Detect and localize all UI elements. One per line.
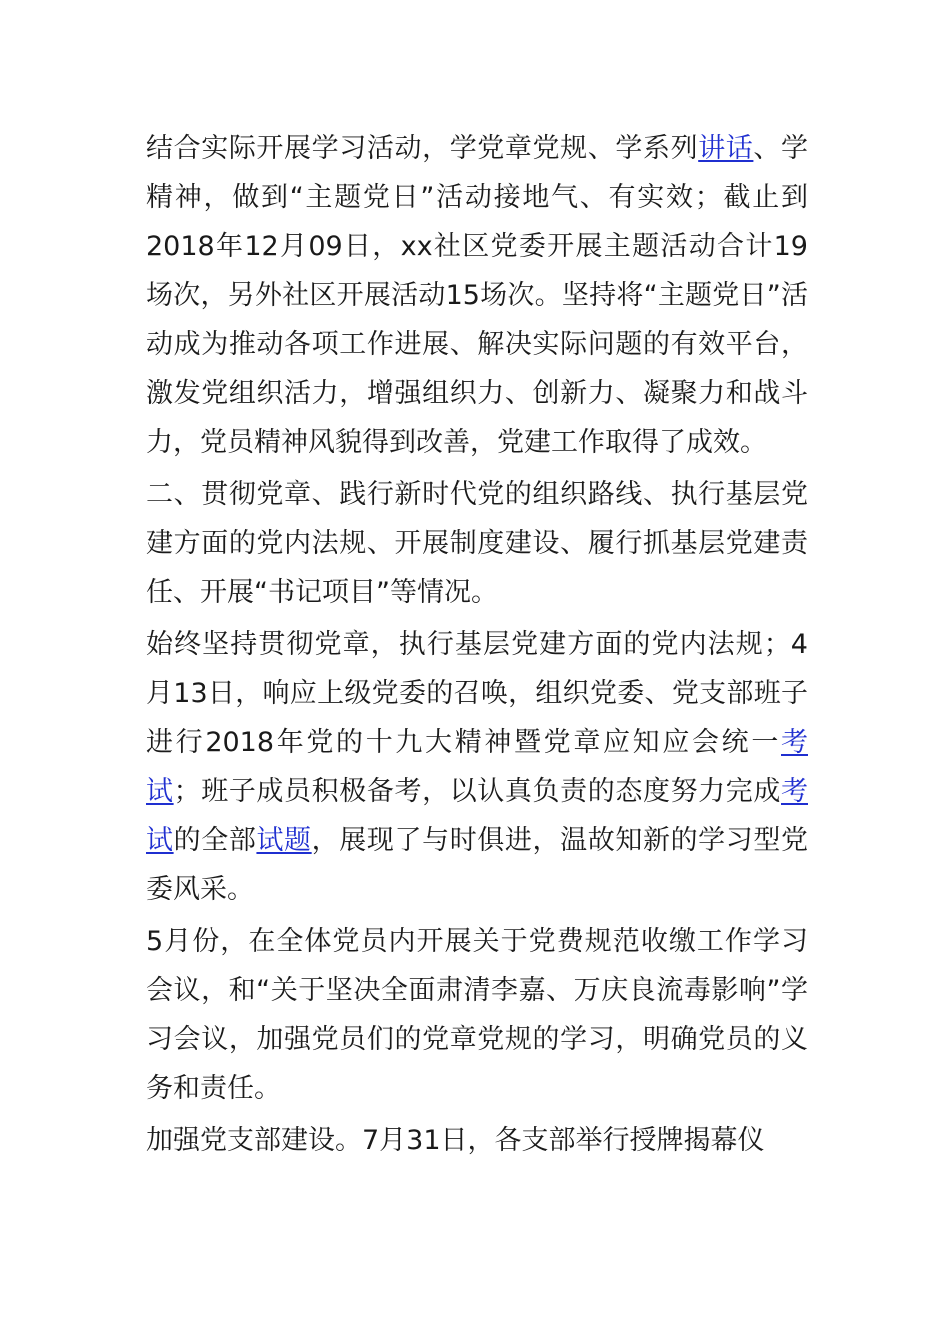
paragraph-text: 始终坚持贯彻党章，执行基层党建方面的党内法规；4月13日，响应上级党委的召唤，组织党委、党支部班子进行2018年党的十九大精神暨党章应知应会统一 bbox=[146, 629, 808, 758]
paragraph-text: 结合实际开展学习活动，学党章党规、学系列 bbox=[146, 133, 699, 164]
paragraph-party-constitution bbox=[146, 620, 808, 914]
link-speech[interactable]: 讲话 bbox=[698, 133, 754, 164]
section-heading-2: 二、贯彻党章、践行新时代党的组织路线、执行基层党建方面的党内法规、开展制度建设、履行抓基层党建责任、开展“书记项目”等情况。 bbox=[146, 479, 808, 608]
link-exam[interactable]: 考试 bbox=[146, 727, 808, 807]
paragraph-may-meetings: 5月份，在全体党员内开展关于党费规范收缴工作学习会议，和“关于坚决全面肃清李嘉、万庆良流毒影响”学习会议，加强党员们的党章党规的学习，明确党员的义务和责任。 bbox=[146, 926, 808, 1104]
document-body bbox=[146, 124, 808, 1165]
link-exam-2[interactable]: 考试 bbox=[146, 776, 808, 856]
paragraph-activities bbox=[146, 124, 808, 467]
paragraph-text: 的全部 bbox=[173, 825, 257, 856]
paragraph-branch-building: 加强党支部建设。7月31日，各支部举行授牌揭幕仪 bbox=[146, 1125, 765, 1156]
link-exam-questions[interactable]: 试题 bbox=[256, 825, 312, 856]
paragraph-text: 、学精神，做到“主题党日”活动接地气、有实效；截止到2018年12月09日，xx社区党委开展主题活动合计19场次，另外社区开展活动15场次。坚持将“主题党日”活动成为推动各项工作进展、解决实际问题的有效平台，激发党组织活力，增强组织力、创新力、凝聚力和战斗力，党员精神风貌得到改善，党建工作取得了成效。 bbox=[146, 133, 809, 458]
paragraph-text: ；班子成员积极备考，以认真负责的态度努力完成 bbox=[173, 776, 781, 807]
paragraph-text: ，展现了与时俱进，温故知新的学习型党委风采。 bbox=[146, 825, 809, 905]
